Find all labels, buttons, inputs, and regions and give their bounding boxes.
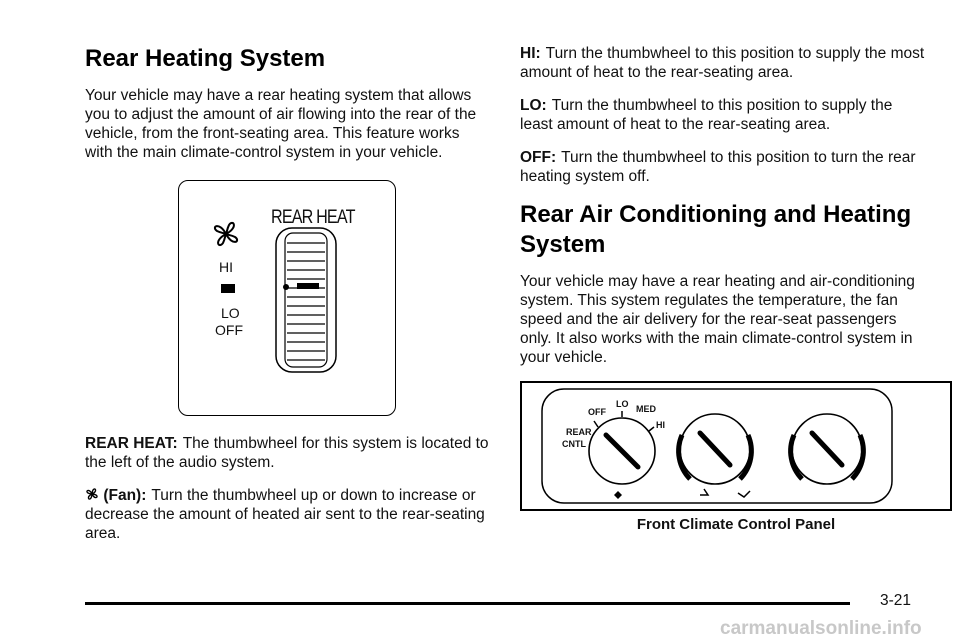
rear-ac-heating-intro: Your vehicle may have a rear heating and air-conditioning system. This system regulates the temperature, the fan speed and the air delivery for the rear-seat passengers only. It also works with the main climate-control system in your vehicle. — [520, 273, 915, 366]
hi-paragraph — [520, 44, 925, 82]
rear-heat-text: The thumbwheel for this system is located to the left of the audio system. — [85, 435, 489, 471]
rear-heating-title: Rear Heating System — [85, 45, 326, 72]
fan-paragraph — [85, 486, 490, 543]
rear-heating-intro: Your vehicle may have a rear heating system that allows you to adjust the amount of air flowing into the rear of the vehicle, from the front-seating area. This feature works with the main climate-control system in your vehicle. — [85, 87, 477, 161]
climate-panel-drawing — [522, 383, 950, 509]
off-paragraph — [520, 148, 925, 186]
figure-indicator-block — [221, 284, 235, 293]
watermark: carmanualsonline.info — [720, 618, 922, 639]
figure-caption: Front Climate Control Panel — [636, 516, 836, 533]
rear-heat-paragraph — [85, 434, 490, 472]
fan-icon — [85, 487, 99, 501]
fan-text: Turn the thumbwheel up or down to increase or decrease the amount of heated air sent to the rear-seating area. — [85, 487, 485, 542]
panel-cntl-label: CNTL — [562, 439, 586, 449]
floor-mode-icon — [738, 491, 750, 497]
rear-heat-thumbwheel[interactable] — [275, 227, 337, 373]
panel-hi-label: HI — [656, 420, 665, 430]
fan-icon — [209, 217, 243, 251]
hi-text: Turn the thumbwheel to this position to supply the most amount of heat to the rear-seating area. — [520, 45, 925, 81]
figure-heading: REAR HEAT — [271, 207, 355, 228]
panel-med-label: MED — [636, 404, 656, 414]
panel-rear-label: REAR — [566, 427, 592, 437]
lo-paragraph — [520, 96, 925, 134]
page-number: 3-21 — [880, 592, 912, 609]
front-climate-control-panel-figure — [520, 381, 952, 511]
recirculation-icon — [614, 491, 622, 499]
off-text: Turn the thumbwheel to this position to turn the rear heating system off. — [520, 149, 916, 185]
lo-label: LO: — [520, 97, 547, 114]
footer-rule — [85, 602, 850, 605]
figure-off-label: OFF — [215, 322, 243, 338]
rear-heat-label: REAR HEAT: — [85, 435, 178, 452]
panel-lo-label: LO — [616, 399, 629, 409]
figure-lo-label: LO — [221, 305, 240, 321]
fan-label: (Fan): — [103, 487, 147, 504]
figure-hi-label: HI — [219, 259, 233, 275]
right-column — [520, 44, 925, 533]
vent-mode-icon — [700, 489, 708, 495]
left-column — [85, 44, 490, 557]
rear-ac-heating-title: Rear Air Conditioning and Heating System — [520, 201, 912, 258]
hi-label: HI: — [520, 45, 541, 62]
rear-heat-control-figure — [178, 180, 396, 416]
lo-text: Turn the thumbwheel to this position to supply the least amount of heat to the rear-seating area. — [520, 97, 893, 133]
off-label: OFF: — [520, 149, 557, 166]
panel-off-label: OFF — [588, 407, 606, 417]
